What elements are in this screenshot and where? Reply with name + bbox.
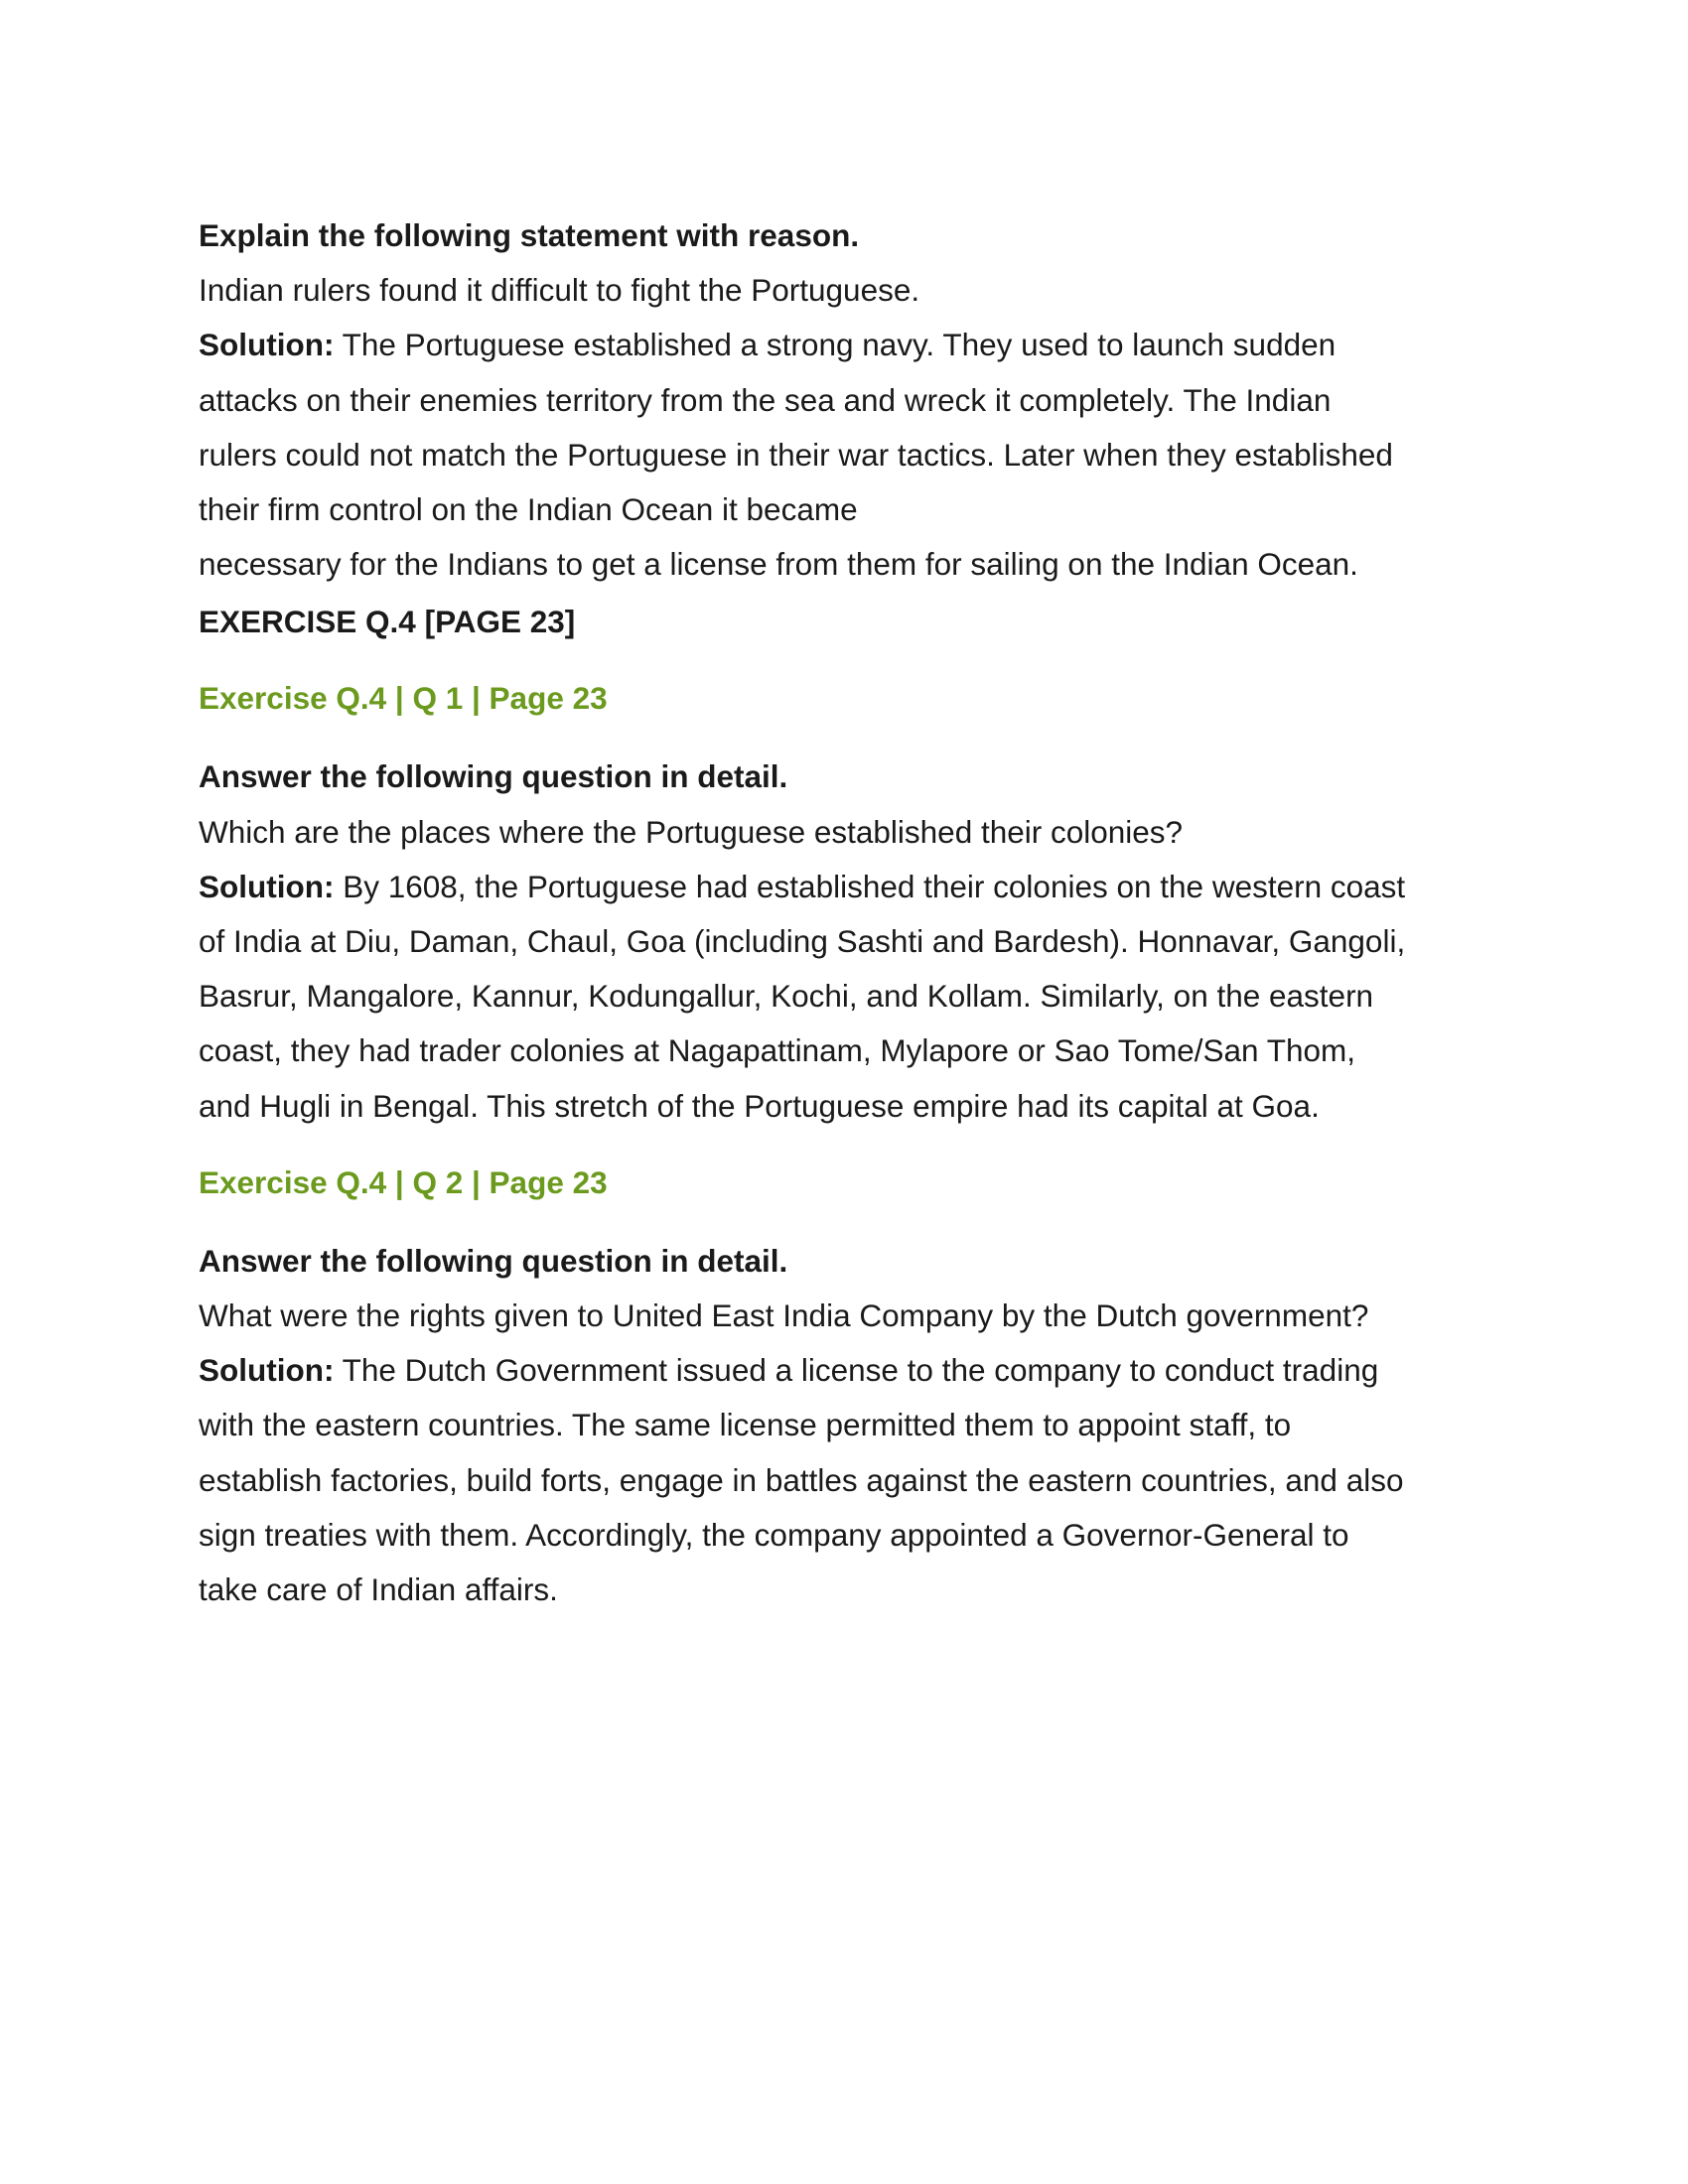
exercise-heading: EXERCISE Q.4 [PAGE 23] xyxy=(199,604,576,640)
block1-solution-label: Solution: xyxy=(199,327,335,363)
q1-solution-label: Solution: xyxy=(199,868,335,904)
block1-solution-line-3: rulers could not match the Portuguese in their war tactics. Later when they established xyxy=(199,436,1393,473)
q2-solution-line-2: with the eastern countries. The same license permitted them to appoint staff, to xyxy=(199,1407,1292,1443)
q1-prompt: Answer the following question in detail. xyxy=(199,758,788,795)
q1-question: Which are the places where the Portuguese established their colonies? xyxy=(199,813,1184,850)
q2-solution-line-3: establish factories, build forts, engage in battles against the eastern countries, and also xyxy=(199,1461,1404,1498)
q2-question: What were the rights given to United East India Company by the Dutch government? xyxy=(199,1297,1369,1334)
q2-solution-label: Solution: xyxy=(199,1352,335,1389)
q1-title: Exercise Q.4 | Q 1 | Page 23 xyxy=(199,680,608,717)
block1-solution-line-5: necessary for the Indians to get a license from them for sailing on the Indian Ocean. xyxy=(199,546,1358,583)
document-page xyxy=(199,208,1489,1617)
q1-solution-line-5: and Hugli in Bengal. This stretch of the Portuguese empire had its capital at Goa. xyxy=(199,1087,1320,1124)
q1-solution-line-1 xyxy=(199,860,1489,914)
block1-solution-text-1: The Portuguese established a strong navy. They used to launch sudden xyxy=(334,327,1336,363)
q1-solution-line-2: of India at Diu, Daman, Chaul, Goa (including Sashti and Bardesh). Honnavar, Gangoli, xyxy=(199,923,1406,960)
q1-solution-line-3: Basrur, Mangalore, Kannur, Kodungallur, Kochi, and Kollam. Similarly, on the eastern xyxy=(199,978,1374,1015)
block1-solution-line-2: attacks on their enemies territory from the sea and wreck it completely. The Indian xyxy=(199,381,1332,418)
block1-question: Indian rulers found it difficult to fight the Portuguese. xyxy=(199,272,920,309)
q1-solution-text-1: By 1608, the Portuguese had established their colonies on the western coast xyxy=(334,868,1406,904)
q2-prompt: Answer the following question in detail. xyxy=(199,1242,788,1279)
block1-solution-line-4: their firm control on the Indian Ocean it became xyxy=(199,491,858,528)
q2-solution-line-4: sign treaties with them. Accordingly, the company appointed a Governor-General to xyxy=(199,1516,1349,1553)
q2-solution-text-1: The Dutch Government issued a license to the company to conduct trading xyxy=(334,1352,1379,1389)
q2-solution-line-5: take care of Indian affairs. xyxy=(199,1571,558,1608)
q2-solution-line-1 xyxy=(199,1343,1489,1398)
block1-prompt: Explain the following statement with reason. xyxy=(199,217,860,253)
block1-solution-line-1 xyxy=(199,318,1489,372)
q1-solution-line-4: coast, they had trader colonies at Nagapattinam, Mylapore or Sao Tome/San Thom, xyxy=(199,1032,1355,1069)
q2-title: Exercise Q.4 | Q 2 | Page 23 xyxy=(199,1163,608,1200)
